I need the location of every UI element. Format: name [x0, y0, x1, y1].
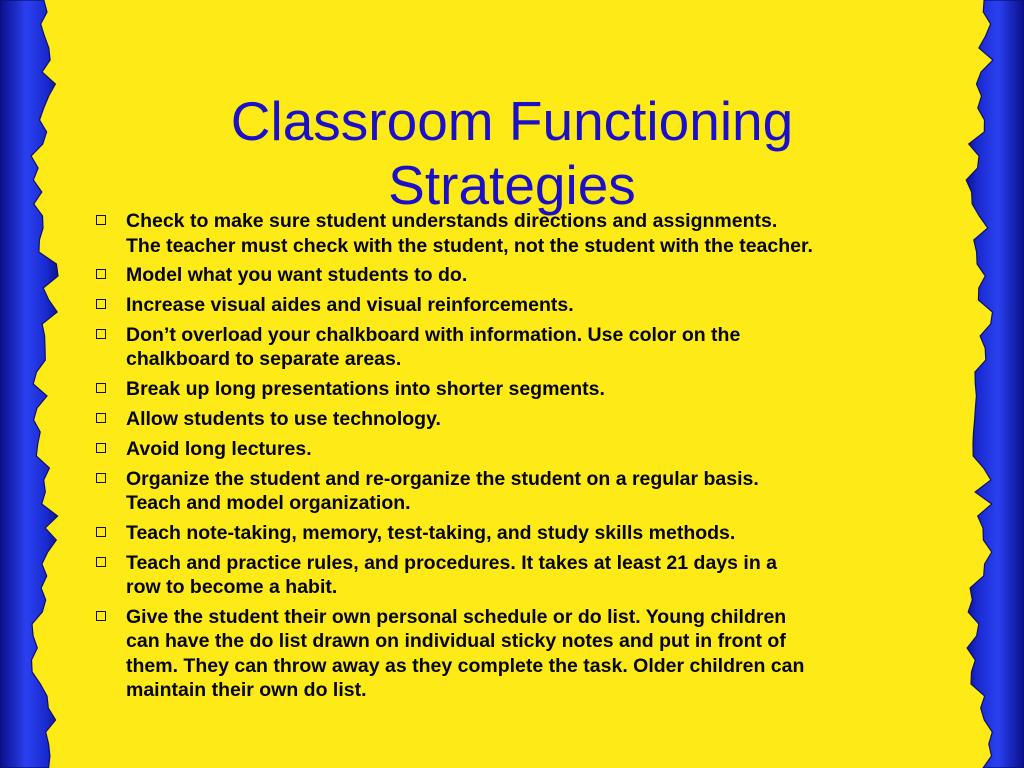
bullet-item	[95, 467, 945, 516]
bullet-text-line: Avoid long lectures.	[126, 437, 312, 460]
bullet-item	[95, 323, 945, 372]
hollow-square-icon	[96, 557, 106, 567]
slide-title	[120, 89, 904, 217]
bullet-text-line: Model what you want students to do.	[126, 264, 468, 287]
right-torn-border-decoration	[944, 0, 1024, 768]
bullet-text-line: Give the student their own personal schedule or do list. Young children	[126, 605, 787, 628]
bullet-text-line: Increase visual aides and visual reinforcements.	[126, 294, 574, 317]
bullet-text-line: Break up long presentations into shorter segments.	[126, 378, 605, 401]
bullet-text-line: them. They can throw away as they complete the task. Older children can	[126, 654, 805, 677]
bullet-item	[95, 263, 945, 288]
hollow-square-icon	[96, 383, 106, 393]
slide-title-line-1: Classroom Functioning	[230, 89, 794, 152]
bullet-item	[95, 551, 945, 600]
bullet-text-line: Teach note-taking, memory, test-taking, and study skills methods.	[126, 521, 736, 544]
bullet-item	[95, 377, 945, 402]
bullet-item	[95, 605, 945, 703]
bullet-text-line: chalkboard to separate areas.	[126, 348, 402, 371]
bullet-text-line: Don’t overload your chalkboard with information. Use color on the	[126, 323, 741, 346]
hollow-square-icon	[96, 215, 106, 225]
bullet-item	[95, 209, 945, 258]
slide-title-line-2: Strategies	[388, 153, 636, 216]
bullet-list	[95, 209, 945, 708]
bullet-text-line: Teach and practice rules, and procedures. It takes at least 21 days in a	[126, 551, 777, 574]
hollow-square-icon	[96, 269, 106, 279]
bullet-text-line: The teacher must check with the student, not the student with the teacher.	[126, 234, 813, 257]
bullet-text-line: maintain their own do list.	[126, 679, 367, 702]
bullet-item	[95, 437, 945, 462]
hollow-square-icon	[96, 413, 106, 423]
hollow-square-icon	[96, 329, 106, 339]
bullet-text-line: Organize the student and re-organize the student on a regular basis.	[126, 467, 759, 490]
bullet-text-line: Teach and model organization.	[126, 492, 411, 515]
hollow-square-icon	[96, 443, 106, 453]
hollow-square-icon	[96, 527, 106, 537]
bullet-item	[95, 293, 945, 318]
hollow-square-icon	[96, 473, 106, 483]
bullet-text-line: can have the do list drawn on individual sticky notes and put in front of	[126, 630, 786, 653]
bullet-text-line: Allow students to use technology.	[126, 407, 441, 430]
bullet-text-line: Check to make sure student understands directions and assignments.	[126, 210, 778, 232]
hollow-square-icon	[96, 611, 106, 621]
bullet-text-line: row to become a habit.	[126, 576, 338, 599]
bullet-item	[95, 407, 945, 432]
hollow-square-icon	[96, 299, 106, 309]
left-torn-border-decoration	[0, 0, 80, 768]
bullet-item	[95, 521, 945, 546]
